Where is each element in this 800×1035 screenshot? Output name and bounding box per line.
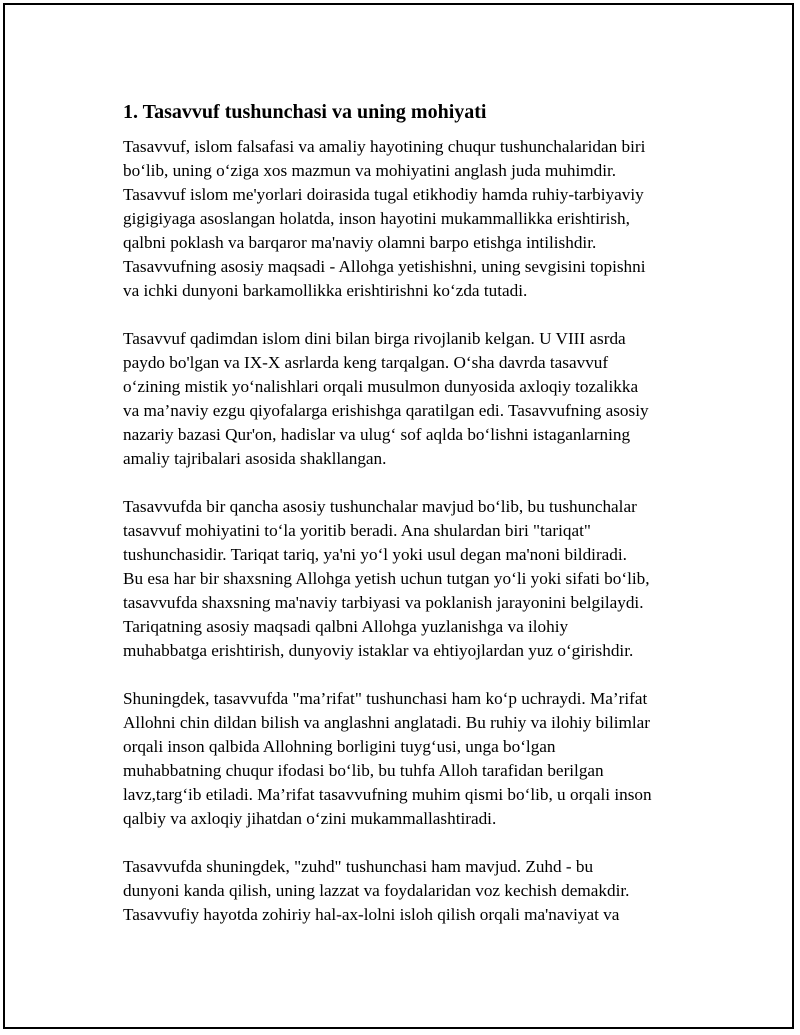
text-line: muhabbatga erishtirish, dunyoviy istaklar va ehtiyojlardan yuz o‘girishdir. bbox=[123, 641, 634, 660]
text-line: Bu esa har bir shaxsning Allohga yetish uchun tutgan yo‘li yoki sifati bo‘lib, bbox=[123, 569, 650, 588]
document-body bbox=[123, 99, 703, 951]
text-line: lavz,targ‘ib etiladi. Ma’rifat tasavvufning muhim qismi bo‘lib, u orqali inson bbox=[123, 785, 652, 804]
page-border bbox=[3, 3, 794, 1029]
text-line: tushunchasidir. Tariqat tariq, ya'ni yo‘l yoki usul degan ma'noni bildiradi. bbox=[123, 545, 627, 564]
paragraph-2 bbox=[123, 327, 703, 471]
text-line: dunyoni kanda qilish, uning lazzat va foydalaridan voz kechish demakdir. bbox=[123, 881, 630, 900]
paragraph-3 bbox=[123, 495, 703, 663]
paragraph-5 bbox=[123, 855, 703, 927]
text-line: Tasavvuf qadimdan islom dini bilan birga rivojlanib kelgan. U VIII asrda bbox=[123, 329, 626, 348]
text-line: Tasavvufda shuningdek, "zuhd" tushunchasi ham mavjud. Zuhd - bu bbox=[123, 857, 594, 876]
text-line: Tasavvufda bir qancha asosiy tushunchalar mavjud bo‘lib, bu tushunchalar bbox=[123, 497, 637, 516]
text-line: va ma’naviy ezgu qiyofalarga erishishga qaratilgan edi. Tasavvufning asosiy bbox=[123, 401, 649, 420]
text-line: Allohni chin dildan bilish va anglashni anglatadi. Bu ruhiy va ilohiy bilimlar bbox=[123, 713, 651, 732]
text-line: bo‘lib, uning o‘ziga xos mazmun va mohiyatini anglash juda muhimdir. bbox=[123, 161, 617, 180]
text-line: Tasavvufning asosiy maqsadi - Allohga yetishishni, uning sevgisini topishni bbox=[123, 257, 646, 276]
text-line: Tariqatning asosiy maqsadi qalbni Allohga yuzlanishga va ilohiy bbox=[123, 617, 569, 636]
section-heading: 1. Tasavvuf tushunchasi va uning mohiyati bbox=[123, 101, 487, 123]
text-line: o‘zining mistik yo‘nalishlari orqali musulmon dunyosida axloqiy tozalikka bbox=[123, 377, 639, 396]
text-line: Tasavvuf, islom falsafasi va amaliy hayotining chuqur tushunchalaridan biri bbox=[123, 137, 646, 156]
text-line: paydo bo'lgan va IX-X asrlarda keng tarqalgan. O‘sha davrda tasavvuf bbox=[123, 353, 609, 372]
text-line: orqali inson qalbida Allohning borligini tuyg‘usi, unga bo‘lgan bbox=[123, 737, 556, 756]
text-line: nazariy bazasi Qur'on, hadislar va ulug‘ sof aqlda bo‘lishni istaganlarning bbox=[123, 425, 631, 444]
text-line: qalbiy va axloqiy jihatdan o‘zini mukammallashtiradi. bbox=[123, 809, 497, 828]
text-line: tasavvufda shaxsning ma'naviy tarbiyasi va poklanish jarayonini belgilaydi. bbox=[123, 593, 644, 612]
paragraph-1 bbox=[123, 135, 703, 303]
text-line: va ichki dunyoni barkamollikka erishtirishni ko‘zda tutadi. bbox=[123, 281, 528, 300]
text-line: tasavvuf mohiyatini to‘la yoritib beradi. Ana shulardan biri "tariqat" bbox=[123, 521, 591, 540]
text-line: Shuningdek, tasavvufda "ma’rifat" tushunchasi ham ko‘p uchraydi. Ma’rifat bbox=[123, 689, 648, 708]
text-line: qalbni poklash va barqaror ma'naviy olamni barpo etishga intilishdir. bbox=[123, 233, 597, 252]
paragraph-4 bbox=[123, 687, 703, 831]
text-line: gigigiyaga asoslangan holatda, inson hayotini mukammallikka erishtirish, bbox=[123, 209, 630, 228]
text-line: Tasavvuf islom me'yorlari doirasida tugal etikhodiy hamda ruhiy-tarbiyaviy bbox=[123, 185, 644, 204]
text-line: Tasavvufiy hayotda zohiriy hal-ax-lolni isloh qilish orqali ma'naviyat va bbox=[123, 905, 620, 924]
text-line: amaliy tajribalari asosida shakllangan. bbox=[123, 449, 387, 468]
text-line: muhabbatning chuqur ifodasi bo‘lib, bu tuhfa Alloh tarafidan berilgan bbox=[123, 761, 604, 780]
